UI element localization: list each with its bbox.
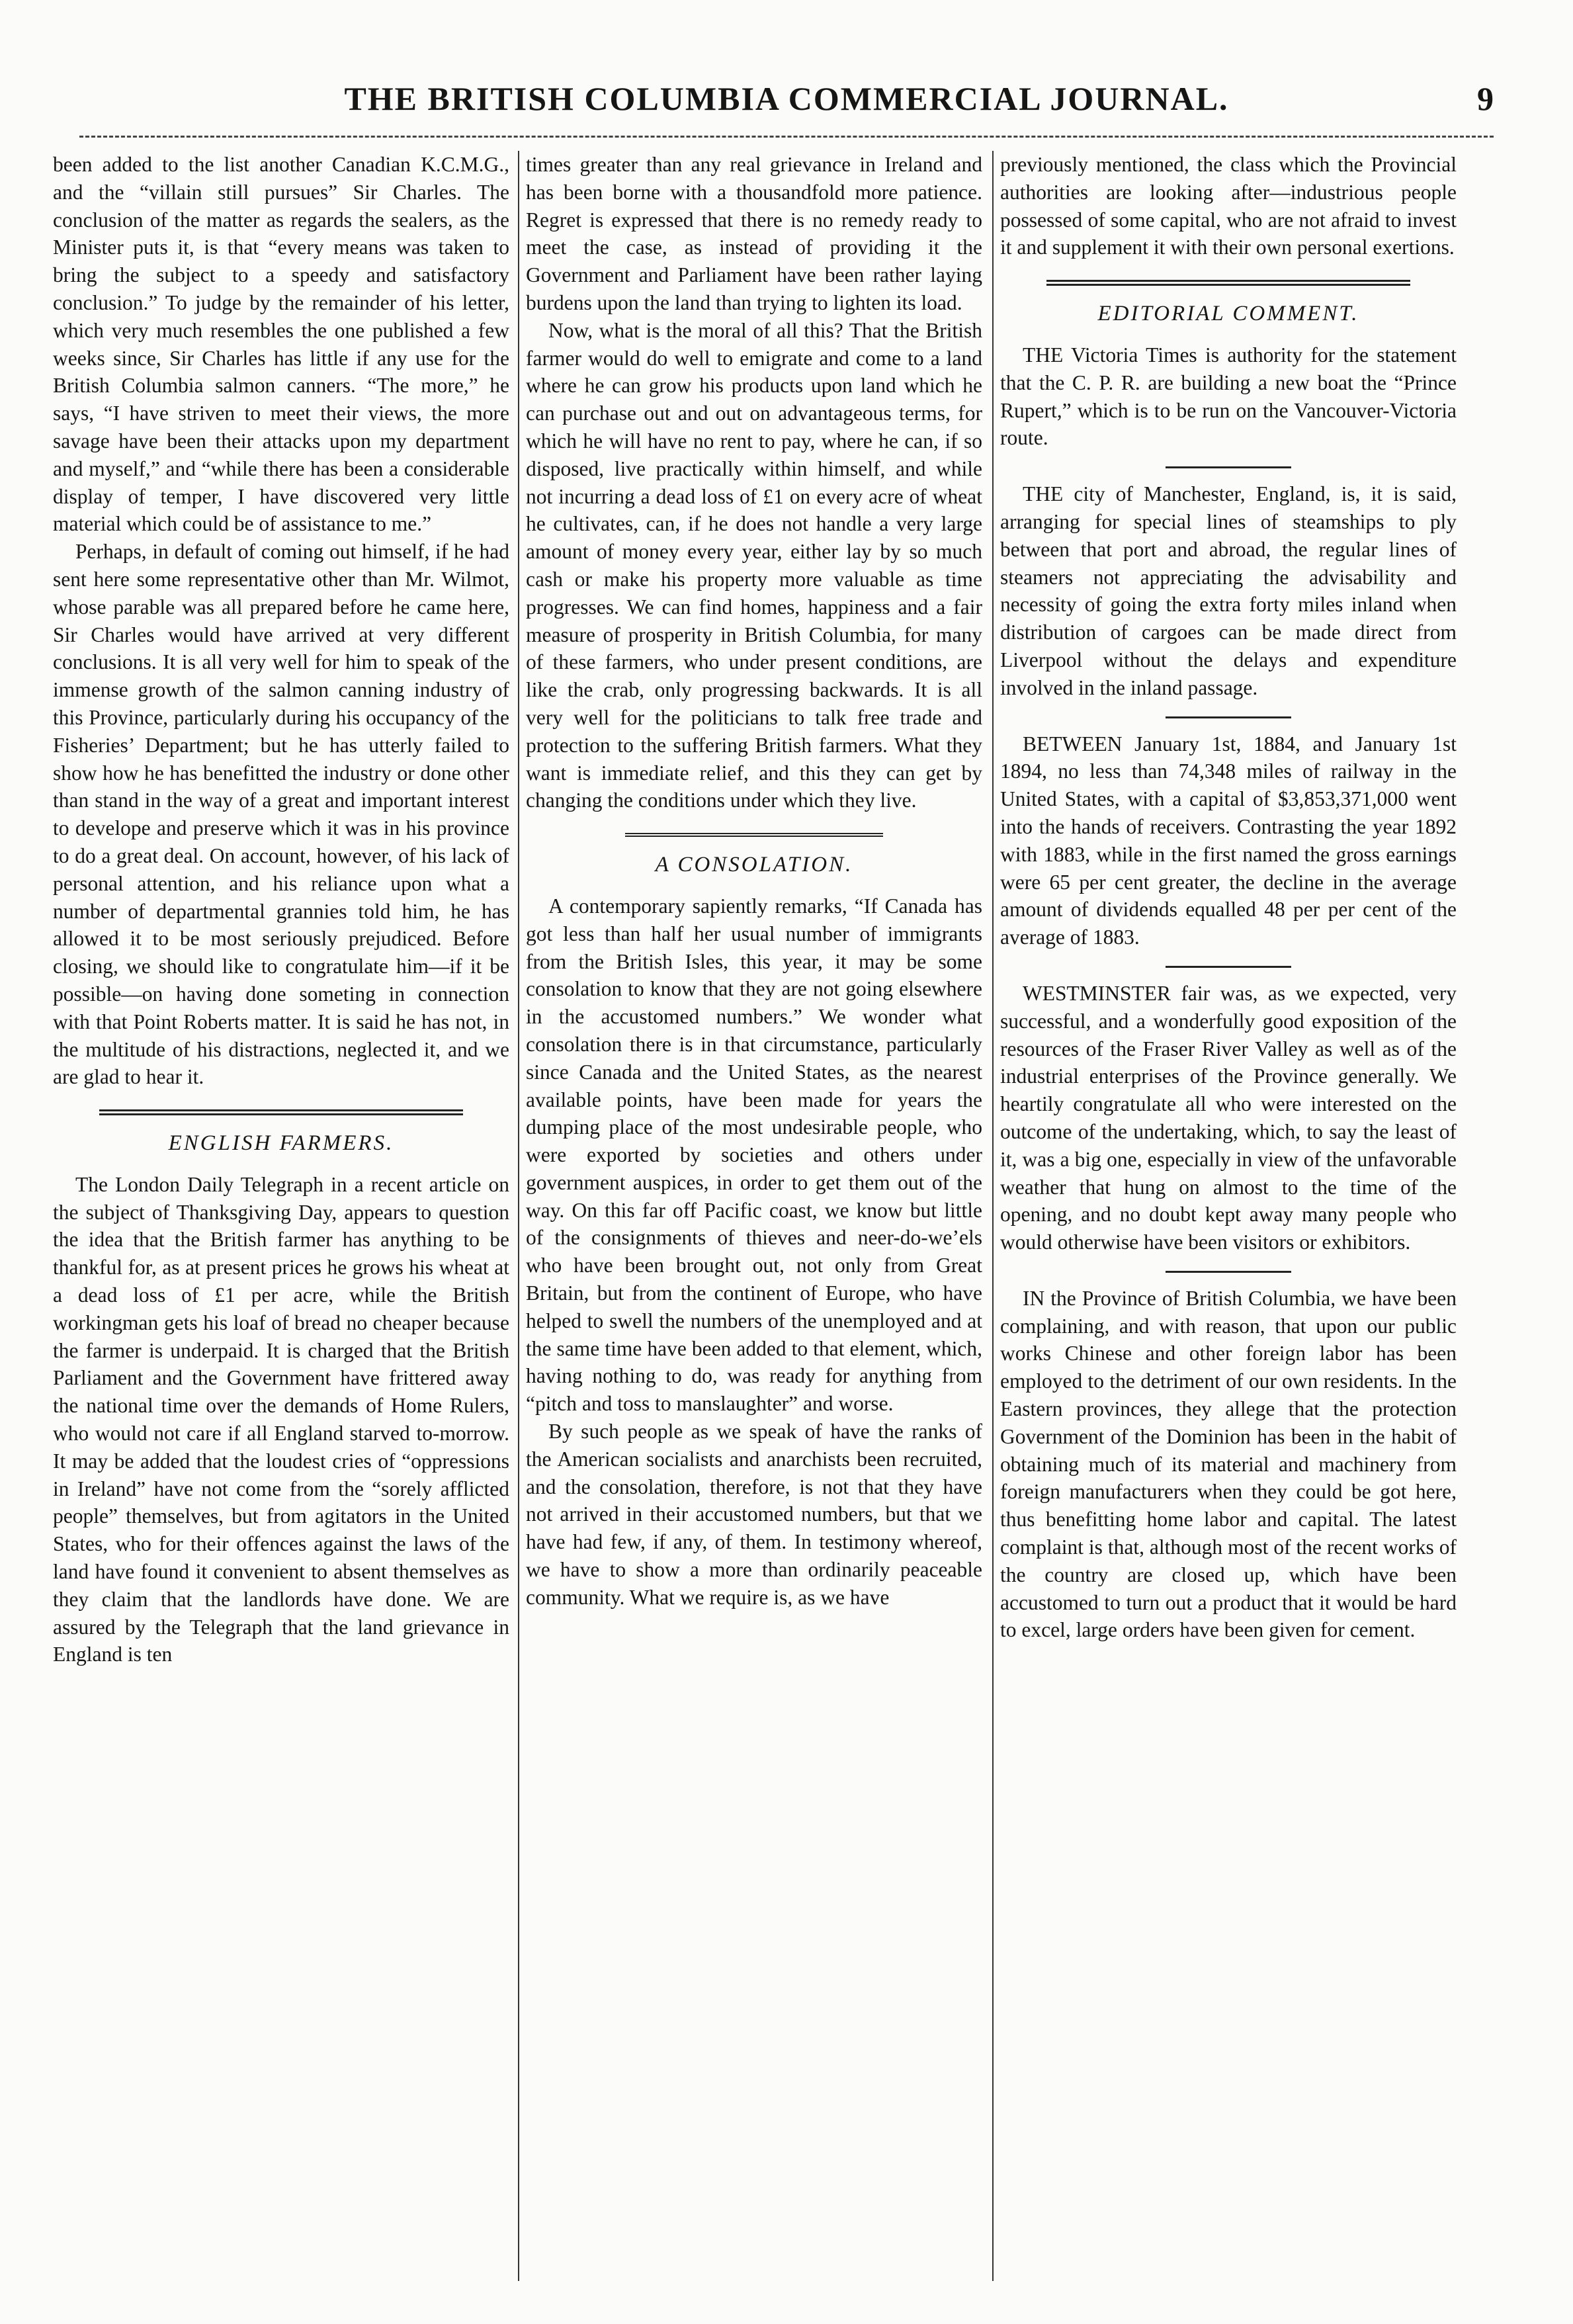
article-paragraph: The London Daily Telegraph in a recent article on the subject of Thanksgiving Day, appears to question the idea that the British farmer has anything to be thankful for, as at present prices he grows his wheat at a dead loss of £1 per acre, while the British workingman gets his loaf of bread no cheaper because the farmer is underpaid. It is charged that the British Parliament and the Government have frittered away the national time over the demands of Home Rulers, who would not care if all England starved to-morrow. It may be added that the loudest cries of “oppressions in Ireland” have not come from the “sorely afflicted people” themselves, but from agitators in the United States, who for their offences against the laws of the land have found it convenient to absent themselves as they claim that the landlords have done. We are assured by the Telegraph that the land grievance in England is ten [53, 1172, 509, 1666]
article-paragraph: By such people as we speak of have the ranks of the American socialists and anarchists been recruited, and the consolation, therefore, is not that they have not arrived in their accustomed numbers, but that we have had few, if any, of them. In testimony whereof, we have to show a more than ordinarily peaceable community. What we require is, as we have [526, 1420, 982, 1609]
article-paragraph: previously mentioned, the class which the Provincial authorities are looking after—industrious people possessed of some capital, who are not afraid to invest it and supplement it with their own personal exertions. [1000, 153, 1457, 259]
column-right [1000, 151, 1457, 2288]
article-paragraph: Perhaps, in default of coming out himself, if he had sent here some representative other than Mr. Wilmot, whose parable was all prepared before he came here, Sir Charles would have arrived at very different conclusions. It is all very well for him to speak of the immense growth of the salmon canning industry of this Province, particularly during his occupancy of the Fisheries’ Department; but he has utterly failed to show how he has benefitted the industry or done other than stand in the way of a great and important interest to develope and preserve which it was in his province to do a great deal. On account, however, of his lack of personal attention, and his reliance upon what a number of departmental grannies told him, he has allowed it to be most seriously prejudiced. Before closing, we should like to congratulate him—if it be possible—on having done someting in connection with that Point Roberts matter. It is said he has not, in the multitude of his distractions, neglected it, and we are glad to hear it. [53, 540, 509, 1089]
editorial-item: THE city of Manchester, England, is, it is said, arranging for special lines of steamships to ply between that port and abroad, the regular lines of steamers not appreciating the advisability and necessity of going the extra forty miles inland when distribution of cargoes can be made direct from Liverpool without the delays and expenditure involved in the inland passage. [1000, 482, 1457, 699]
journal-title: THE BRITISH COLUMBIA COMMERCIAL JOURNAL. [344, 80, 1229, 117]
editorial-item: THE Victoria Times is authority for the statement that the C. P. R. are building a new boat the “Prince Rupert,” which is to be run on the Vancouver-Victoria route. [1000, 343, 1457, 450]
column-divider [518, 151, 519, 2281]
section-heading-editorial-comment: EDITORIAL COMMENT. [1097, 302, 1359, 326]
section-rule [99, 1109, 463, 1115]
article-paragraph: times greater than any real grievance in Ireland and has been borne with a thousandfold more patience. Regret is expressed that there is no remedy ready to meet the case, as instead of providing it the Government and Parliament have been rather laying burdens upon the land than trying to lighten its load. [526, 153, 982, 314]
item-separator [1166, 966, 1291, 968]
item-separator [1166, 466, 1291, 468]
running-head [0, 79, 1573, 126]
column-middle [526, 151, 982, 2288]
page-number: 9 [1477, 80, 1494, 117]
section-rule [625, 833, 883, 837]
section-heading-english-farmers: ENGLISH FARMERS. [168, 1131, 394, 1156]
editorial-item: IN the Province of British Columbia, we have been complaining, and with reason, that upon our public works Chinese and other foreign labor has been employed to the detriment of our own residents. In the Eastern provinces, they allege that the protection Government of the Dominion has been in the habit of obtaining much of its material and machinery from foreign manufacturers when they could be got here, thus benefitting home labor and capital. The latest complaint is that, although most of the recent works of the country are closed up, which have been accustomed to turn out a product that it would be hard to excel, large orders have been given for cement. [1000, 1286, 1457, 1642]
item-separator [1166, 716, 1291, 718]
article-paragraph: Now, what is the moral of all this? That the British farmer would do well to emigrate and come to a land where he can grow his products upon land which he can purchase out and out on advantageous terms, for which he will have no rent to pay, where he can, if so disposed, live practically within himself, and while not incurring a dead loss of £1 on every acre of wheat he cultivates, can, if he does not handle a very large amount of money every year, either lay by so much cash or make his property more valuable as time progresses. We can find homes, happiness and a fair measure of prosperity in British Columbia, for many of these farmers, who under present conditions, are like the crab, only progressing backwards. It is all very well for the politicians to talk free trade and protection to the suffering British farmers. What they want is immediate relief, and this they can get by changing the conditions under which they live. [526, 318, 982, 812]
column-left [53, 151, 509, 2288]
section-rule [1046, 280, 1410, 286]
editorial-item: WESTMINSTER fair was, as we expected, very successful, and a wonderfully good exposition of the resources of the Fraser River Valley as well as of the industrial enterprises of the Province generally. We heartily congratulate all who were interested on the outcome of the undertaking, which, to say the least of it, was a big one, especially in view of the unfavorable weather that hung on almost to the time of the opening, and no doubt kept away many people who would otherwise have been visitors or exhibitors. [1000, 981, 1457, 1254]
editorial-item: BETWEEN January 1st, 1884, and January 1st 1894, no less than 74,348 miles of railway in the United States, with a capital of $3,853,371,000 went into the hands of receivers. Contrasting the year 1892 with 1883, while in the first named the gross earnings were 65 per cent greater, the decline in the average amount of dividends equalled 48 per per cent of the average of 1883. [1000, 732, 1457, 949]
article-paragraph: been added to the list another Canadian K.C.M.G., and the “villain still pursues” Sir Charles. The conclusion of the matter as regards the sealers, as the Minister puts it, is that “every means was taken to bring the subject to a speedy and satisfactory conclusion.” To judge by the remainder of his letter, which very much resembles the one published a few weeks since, Sir Charles has little if any use for the British Columbia salmon canners. “The more,” he says, “I have striven to meet their views, the more savage have been their attacks upon my department and myself,” and “while there has been a considerable display of temper, I have discovered very little material which could be of assistance to me.” [53, 153, 509, 536]
column-divider [992, 151, 994, 2281]
header-rule [79, 136, 1494, 138]
item-separator [1166, 1271, 1291, 1273]
section-heading-consolation: A CONSOLATION. [655, 853, 853, 877]
article-paragraph: A contemporary sapiently remarks, “If Canada has got less than half her usual number of immigrants from the British Isles, this year, it may be some consolation to know that they are not going elsewhere in the accustomed numbers.” We wonder what consolation there is in that circumstance, particularly since Canada and the United States, as the nearest available points, have been made for years the dumping place of the most undesirable people, who were exported by societies and others under government auspices, in order to get them out of the way. On this far off Pacific coast, we know but little of the consignments of thieves and neer-do-we’els who have been brought out, not only from Great Britain, but from the continent of Europe, who have helped to swell the numbers of the unemployed and at the same time have been added to that element, which, having nothing to do, was ready for anything from “pitch and toss to manslaughter” and worse. [526, 894, 982, 1416]
